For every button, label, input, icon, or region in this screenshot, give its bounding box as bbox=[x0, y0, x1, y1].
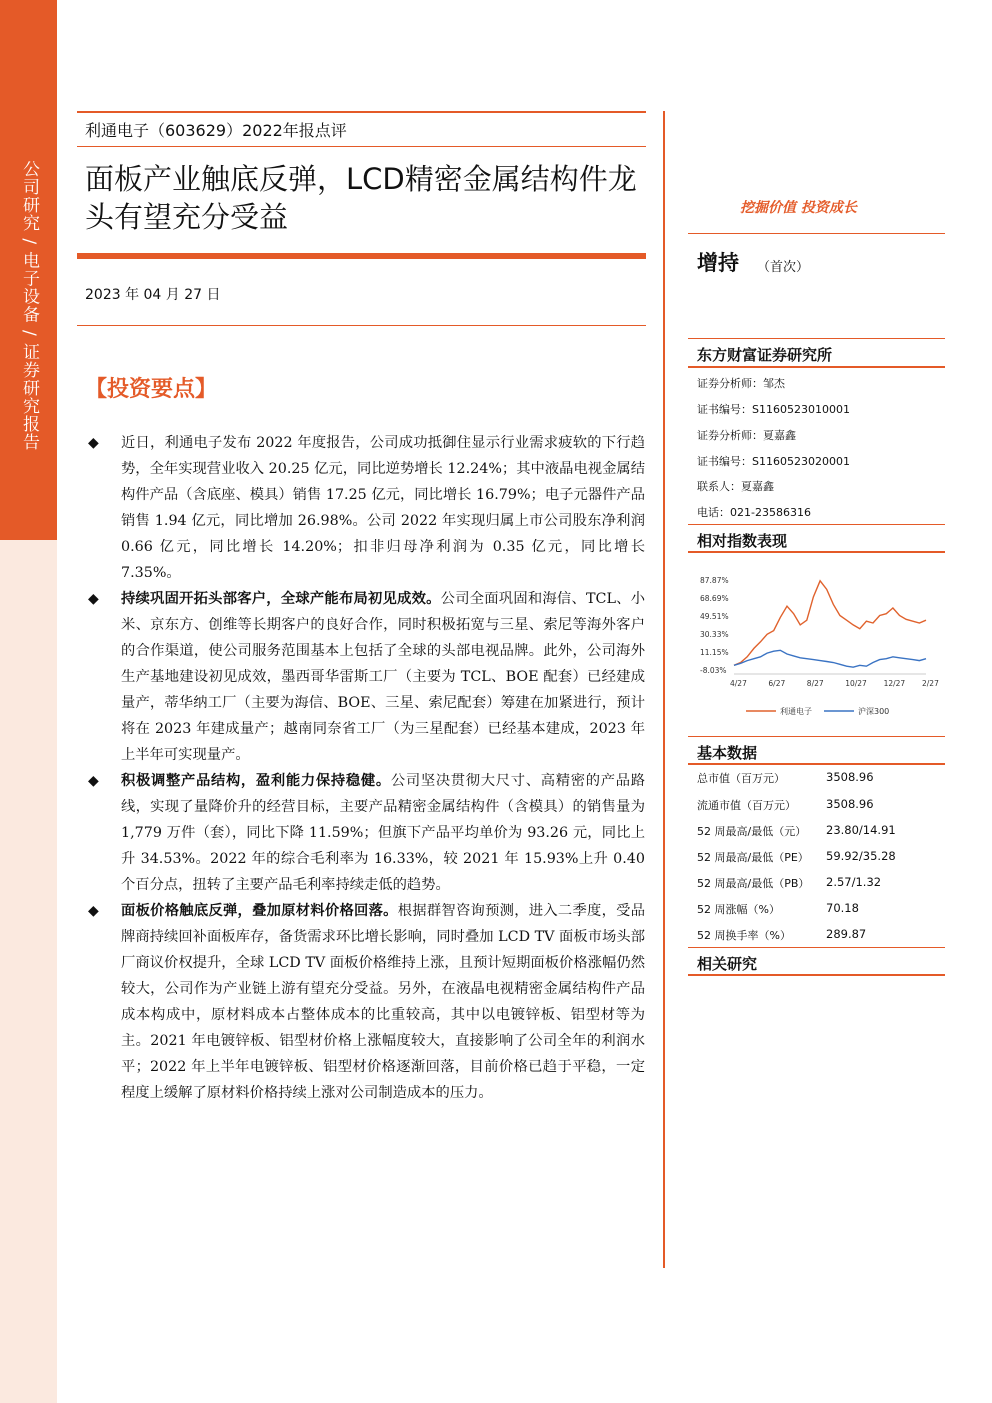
data-value: 3508.96 bbox=[826, 770, 874, 784]
rating-rule bbox=[688, 233, 945, 234]
section-heading: 【投资要点】 bbox=[85, 377, 218, 402]
rating-note: （首次） bbox=[757, 260, 810, 275]
data-label: 52 周最高/最低（元） bbox=[697, 825, 807, 838]
x-tick-label: 12/27 bbox=[883, 679, 906, 688]
point-text: 公司全面巩固和海信、TCL、小米、京东方、创维等长期客户的良好合作，同时积极拓宽与三星、索尼等海外客户的合作渠道，使公司服务范围基本上包括了全球的头部电视品牌。此外，公司海外生产基地建设初见成效，墨西哥华雷斯工厂（主要为 TCL、BOE 配套）已经建成量产，蒂华纳工厂（主要为海信、BOE、三星、索尼配套）筹建在加紧进行，预计将在 2023 年建成量产；越南同奈省工厂（为三星配套）已经基本建成，2023 年上半年可实现量产。 bbox=[121, 591, 646, 763]
list-item bbox=[85, 898, 645, 1106]
data-label: 52 周涨幅（%） bbox=[697, 903, 780, 916]
relative-index-chart bbox=[688, 566, 945, 726]
column-divider bbox=[663, 111, 665, 1268]
data-value: 70.18 bbox=[826, 901, 859, 915]
legend-label: 利通电子 bbox=[780, 707, 812, 716]
sidebar-label: 公司研究 / 电子设备 / 证券研究报告 bbox=[19, 160, 39, 452]
y-tick-label: 30.33% bbox=[700, 630, 729, 639]
data-label: 52 周最高/最低（PE） bbox=[697, 851, 809, 864]
sidebar-band-light bbox=[0, 540, 57, 1403]
x-tick-label: 6/27 bbox=[768, 679, 786, 688]
diamond-bullet-icon: ◆ bbox=[88, 903, 99, 919]
point-text: 近日，利通电子发布 2022 年度报告，公司成功抵御住显示行业需求疲软的下行趋势，全年实现营业收入 20.25 亿元，同比逆势增长 12.24%；其中液晶电视金属结构件产品（含底座、模具）销售 17.25 亿元，同比增长 16.79%；电子元器件产品销售 1.94 亿元，同比增加 26.98%。公司 2022 年实现归属上市公司股东净利润 0.66 亿元，同比增长 14.20%；扣非归母净利润为 0.35 亿元，同比增长 7.35%。 bbox=[121, 435, 645, 581]
data-label: 52 周换手率（%） bbox=[697, 929, 791, 942]
institute-heading-rule bbox=[688, 366, 945, 368]
y-tick-label: 68.69% bbox=[700, 594, 729, 603]
point-lead: 面板价格触底反弹，叠加原材料价格回落。 bbox=[121, 903, 398, 919]
point-text: 根据群智咨询预测，进入二季度，受品牌商持续回补面板库存，备货需求环比增长影响，同时叠加 LCD TV 面板市场头部厂商议价权提升，全球 LCD TV 面板价格维持上涨，且预计短期面板价格涨幅仍然较大，公司作为产业链上游有望充分受益。另外，在液晶电视精密金属结构件产品成本构成中，原材料成本占整体成本的比重较高，其中以电镀锌板、铝型材等为主。2021 年电镀锌板、铝型材价格上涨幅度较大，直接影响了公司全年的利润水平；2022 年上半年电镀锌板、铝型材价格逐渐回落，目前价格已趋于平稳，一定程度上缓解了原材料价格持续上涨对公司制造成本的压力。 bbox=[121, 903, 646, 1101]
y-tick-label: 87.87% bbox=[700, 576, 729, 585]
series-line-index bbox=[734, 650, 926, 667]
data-value: 3508.96 bbox=[826, 797, 874, 811]
point-lead: 持续巩固开拓头部客户，全球产能布局初见成效。 bbox=[121, 591, 441, 607]
x-tick-label: 4/27 bbox=[730, 679, 747, 688]
point-lead: 积极调整产品结构，盈利能力保持稳健。 bbox=[121, 773, 391, 789]
analyst-line: 联系人：夏嘉鑫 bbox=[697, 480, 774, 493]
chart-rule bbox=[688, 524, 945, 525]
diamond-bullet-icon: ◆ bbox=[88, 591, 99, 607]
related-rule bbox=[688, 947, 945, 948]
analyst-line: 证书编号：S1160523020001 bbox=[697, 455, 850, 468]
series-line-stock bbox=[734, 581, 926, 666]
chart-heading-rule bbox=[688, 551, 945, 553]
x-tick-label: 2/27 bbox=[922, 679, 939, 688]
data-label: 流通市值（百万元） bbox=[697, 799, 796, 812]
related-heading-rule bbox=[688, 974, 945, 976]
x-tick-label: 10/27 bbox=[845, 679, 867, 688]
point-text: 公司坚决贯彻大尺寸、高精密的产品路线，实现了量降价升的经营目标，主要产品精密金属结构件（含模具）的销售量为 1,779 万件（套），同比下降 11.59%；但旗下产品平均单价为 93.26 元，同比上升 34.53%。2022 年的综合毛利率为 16.33%，较 2021 年 15.93%上升 0.40 个百分点，扭转了主要产品毛利率持续走低的趋势。 bbox=[121, 773, 645, 893]
slogan: 挖掘价值 投资成长 bbox=[740, 200, 857, 216]
institute-heading: 东方财富证券研究所 bbox=[697, 346, 833, 364]
title-bar bbox=[77, 253, 646, 259]
diamond-bullet-icon: ◆ bbox=[88, 773, 99, 789]
sidebar-band bbox=[0, 0, 57, 540]
y-tick-label: 11.15% bbox=[700, 648, 729, 657]
y-tick-label: 49.51% bbox=[700, 612, 729, 621]
data-label: 52 周最高/最低（PB） bbox=[697, 877, 810, 890]
analyst-line: 证券分析师：邹杰 bbox=[697, 377, 785, 390]
list-item bbox=[85, 430, 645, 586]
data-label: 总市值（百万元） bbox=[697, 772, 785, 785]
legend-label: 沪深300 bbox=[858, 707, 890, 716]
basic-heading-rule bbox=[688, 763, 945, 765]
list-item bbox=[85, 768, 645, 898]
x-tick-label: 8/27 bbox=[806, 679, 824, 688]
data-value: 59.92/35.28 bbox=[826, 849, 896, 863]
basic-heading: 基本数据 bbox=[697, 744, 758, 762]
report-date: 2023 年 04 月 27 日 bbox=[85, 287, 221, 303]
data-value: 2.57/1.32 bbox=[826, 875, 882, 889]
page-title: 面板产业触底反弹，LCD精密金属结构件龙头有望充分受益 bbox=[85, 162, 637, 234]
header-rule bbox=[77, 111, 646, 113]
list-item bbox=[85, 586, 645, 768]
investment-points bbox=[85, 430, 645, 1106]
report-type: 利通电子（603629）2022年报点评 bbox=[85, 121, 347, 140]
header-rule-thin bbox=[77, 146, 646, 147]
diamond-bullet-icon: ◆ bbox=[88, 435, 99, 451]
analyst-line: 电话：021-23586316 bbox=[697, 506, 811, 519]
data-value: 289.87 bbox=[826, 927, 867, 941]
institute-rule bbox=[688, 338, 945, 339]
data-value: 23.80/14.91 bbox=[826, 823, 896, 837]
analyst-line: 证书编号：S1160523010001 bbox=[697, 403, 850, 416]
rating: 增持 bbox=[697, 251, 739, 275]
related-heading: 相关研究 bbox=[697, 955, 758, 973]
analyst-line: 证券分析师：夏嘉鑫 bbox=[697, 429, 796, 442]
basic-rule bbox=[688, 736, 945, 737]
date-rule bbox=[77, 325, 646, 326]
y-tick-label: -8.03% bbox=[700, 666, 727, 675]
chart-heading: 相对指数表现 bbox=[697, 532, 788, 550]
